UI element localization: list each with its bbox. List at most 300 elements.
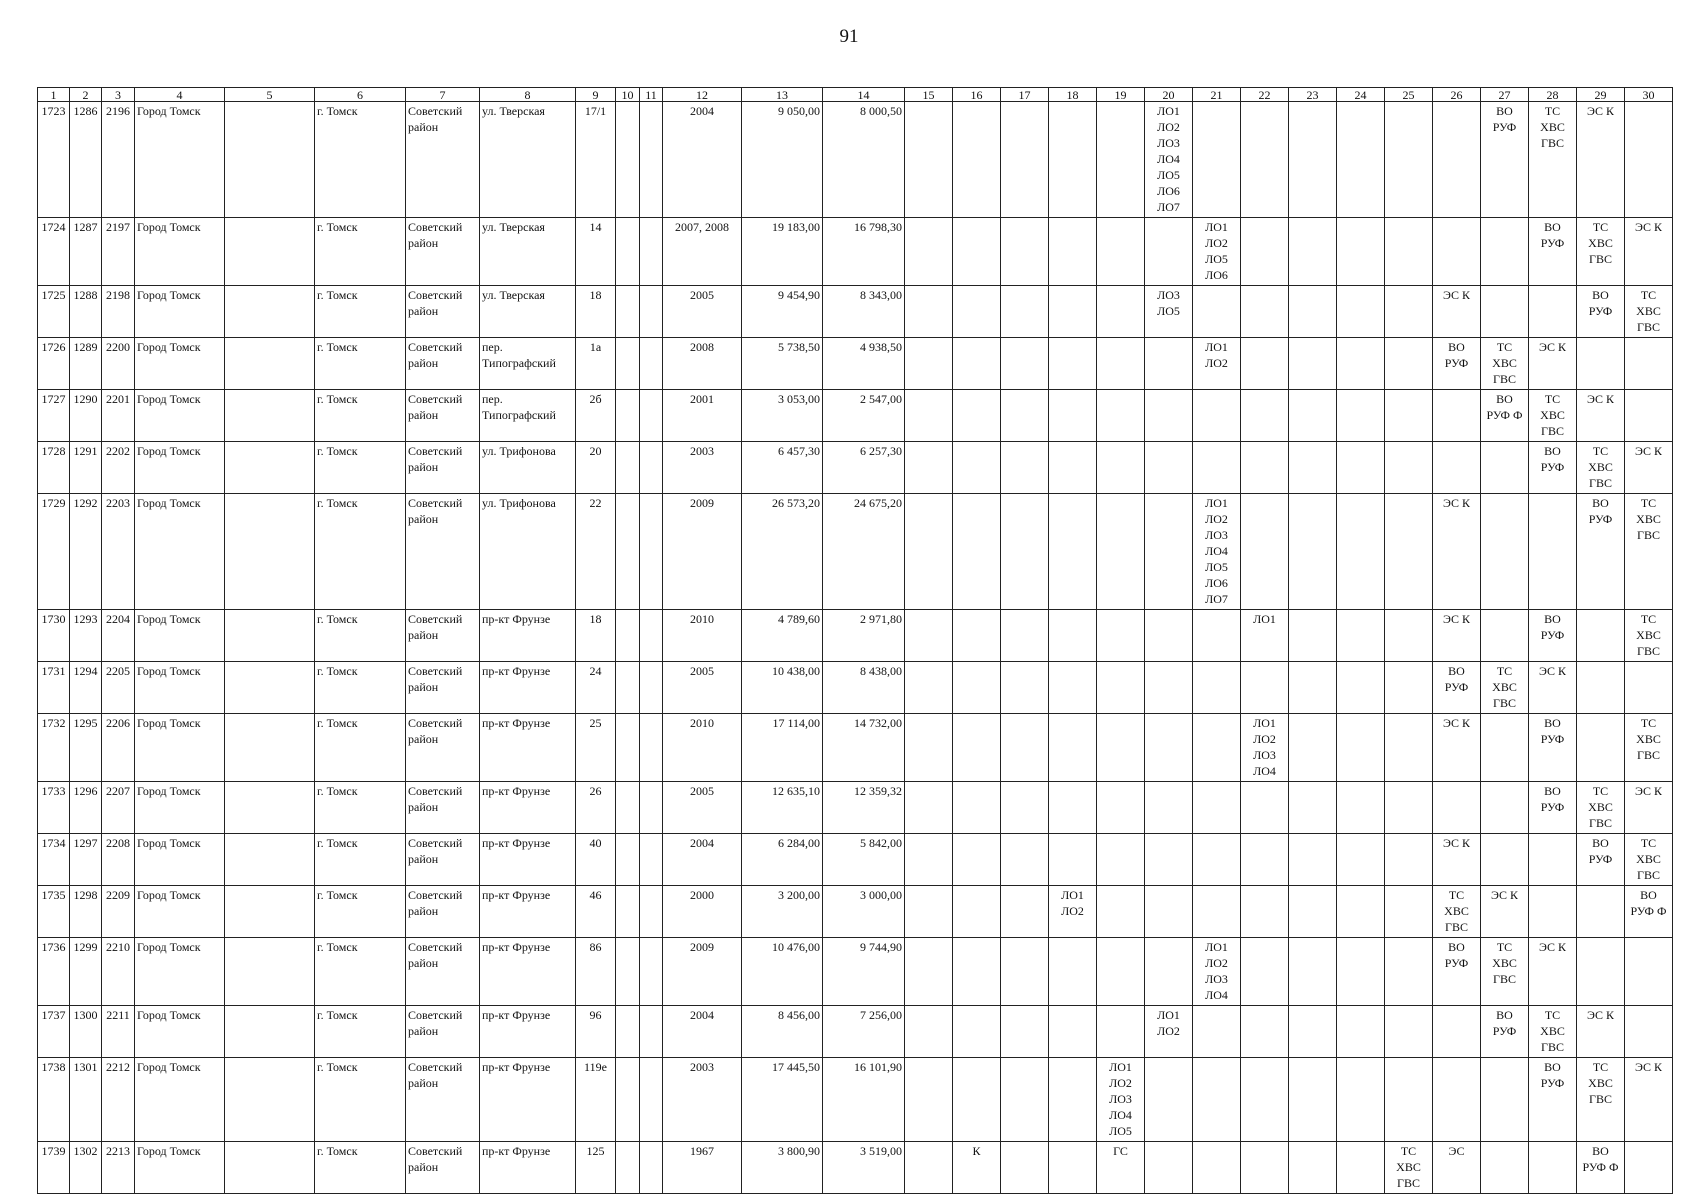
column-header-22: 22 <box>1241 88 1289 102</box>
cell-col-25 <box>1385 390 1433 442</box>
column-header-23: 23 <box>1289 88 1337 102</box>
cell-col-16 <box>953 1058 1001 1142</box>
cell-col-25 <box>1385 834 1433 886</box>
cell-col-6: г. Томск <box>315 938 406 1006</box>
cell-col-8: пр-кт Фрунзе <box>480 1006 576 1058</box>
cell-col-6: г. Томск <box>315 1006 406 1058</box>
cell-col-19 <box>1097 662 1145 714</box>
cell-col-14: 6 257,30 <box>823 442 905 494</box>
cell-col-17 <box>1001 938 1049 1006</box>
cell-col-5 <box>225 494 315 610</box>
cell-col-5 <box>225 442 315 494</box>
cell-col-16 <box>953 494 1001 610</box>
column-header-5: 5 <box>225 88 315 102</box>
cell-col-4: Город Томск <box>135 494 225 610</box>
cell-col-25 <box>1385 442 1433 494</box>
cell-col-6: г. Томск <box>315 286 406 338</box>
cell-col-23 <box>1289 442 1337 494</box>
cell-col-17 <box>1001 782 1049 834</box>
cell-col-10 <box>616 938 640 1006</box>
cell-col-5 <box>225 102 315 218</box>
cell-col-25 <box>1385 338 1433 390</box>
cell-col-2: 1289 <box>70 338 102 390</box>
cell-col-29 <box>1577 338 1625 390</box>
cell-col-24 <box>1337 442 1385 494</box>
cell-col-28: ТС ХВС ГВС <box>1529 102 1577 218</box>
cell-col-24 <box>1337 1006 1385 1058</box>
cell-col-30: ЭС К <box>1625 1058 1673 1142</box>
cell-col-1: 1735 <box>38 886 70 938</box>
cell-col-18 <box>1049 338 1097 390</box>
cell-col-22 <box>1241 218 1289 286</box>
cell-col-28: ВО РУФ <box>1529 1058 1577 1142</box>
cell-col-29: ТС ХВС ГВС <box>1577 218 1625 286</box>
cell-col-13: 17 445,50 <box>742 1058 823 1142</box>
cell-col-17 <box>1001 1058 1049 1142</box>
cell-col-16 <box>953 662 1001 714</box>
cell-col-8: ул. Тверская <box>480 218 576 286</box>
cell-col-21 <box>1193 782 1241 834</box>
cell-col-6: г. Томск <box>315 662 406 714</box>
cell-col-20 <box>1145 338 1193 390</box>
cell-col-14: 8 000,50 <box>823 102 905 218</box>
cell-col-29 <box>1577 886 1625 938</box>
cell-col-22 <box>1241 1006 1289 1058</box>
table-row <box>38 218 1673 286</box>
cell-col-23 <box>1289 834 1337 886</box>
cell-col-23 <box>1289 390 1337 442</box>
cell-col-23 <box>1289 1142 1337 1194</box>
cell-col-6: г. Томск <box>315 338 406 390</box>
cell-col-27: ВО РУФ <box>1481 102 1529 218</box>
cell-col-9: 17/1 <box>576 102 616 218</box>
cell-col-13: 8 456,00 <box>742 1006 823 1058</box>
cell-col-26 <box>1433 102 1481 218</box>
cell-col-21 <box>1193 286 1241 338</box>
cell-col-9: 20 <box>576 442 616 494</box>
cell-col-3: 2213 <box>102 1142 135 1194</box>
cell-col-9: 1а <box>576 338 616 390</box>
cell-col-5 <box>225 834 315 886</box>
cell-col-17 <box>1001 390 1049 442</box>
cell-col-7: Советский район <box>406 938 480 1006</box>
cell-col-12: 2008 <box>663 338 742 390</box>
cell-col-10 <box>616 1142 640 1194</box>
cell-col-24 <box>1337 1142 1385 1194</box>
cell-col-15 <box>905 390 953 442</box>
cell-col-9: 26 <box>576 782 616 834</box>
cell-col-9: 2б <box>576 390 616 442</box>
cell-col-22 <box>1241 390 1289 442</box>
cell-col-8: ул. Тверская <box>480 286 576 338</box>
cell-col-11 <box>640 390 663 442</box>
table-row <box>38 1142 1673 1194</box>
cell-col-26 <box>1433 218 1481 286</box>
cell-col-11 <box>640 1006 663 1058</box>
cell-col-19 <box>1097 1006 1145 1058</box>
cell-col-26 <box>1433 1058 1481 1142</box>
cell-col-26: ЭС К <box>1433 714 1481 782</box>
cell-col-6: г. Томск <box>315 714 406 782</box>
cell-col-24 <box>1337 338 1385 390</box>
cell-col-5 <box>225 338 315 390</box>
cell-col-4: Город Томск <box>135 886 225 938</box>
cell-col-10 <box>616 834 640 886</box>
cell-col-4: Город Томск <box>135 938 225 1006</box>
cell-col-23 <box>1289 1006 1337 1058</box>
cell-col-14: 16 101,90 <box>823 1058 905 1142</box>
table-row <box>38 494 1673 610</box>
cell-col-10 <box>616 714 640 782</box>
column-header-6: 6 <box>315 88 406 102</box>
cell-col-2: 1287 <box>70 218 102 286</box>
cell-col-21 <box>1193 390 1241 442</box>
cell-col-8: пр-кт Фрунзе <box>480 782 576 834</box>
cell-col-16: К <box>953 1142 1001 1194</box>
cell-col-23 <box>1289 1058 1337 1142</box>
cell-col-4: Город Томск <box>135 1058 225 1142</box>
cell-col-1: 1739 <box>38 1142 70 1194</box>
cell-col-13: 26 573,20 <box>742 494 823 610</box>
cell-col-23 <box>1289 714 1337 782</box>
cell-col-23 <box>1289 610 1337 662</box>
cell-col-22 <box>1241 662 1289 714</box>
cell-col-20 <box>1145 1058 1193 1142</box>
cell-col-6: г. Томск <box>315 494 406 610</box>
cell-col-26: ЭС К <box>1433 494 1481 610</box>
cell-col-1: 1732 <box>38 714 70 782</box>
cell-col-8: ул. Трифонова <box>480 442 576 494</box>
column-header-29: 29 <box>1577 88 1625 102</box>
column-header-19: 19 <box>1097 88 1145 102</box>
cell-col-26: ВО РУФ <box>1433 938 1481 1006</box>
cell-col-17 <box>1001 494 1049 610</box>
cell-col-2: 1297 <box>70 834 102 886</box>
cell-col-30: ТС ХВС ГВС <box>1625 834 1673 886</box>
cell-col-9: 18 <box>576 286 616 338</box>
cell-col-11 <box>640 338 663 390</box>
cell-col-28: ТС ХВС ГВС <box>1529 1006 1577 1058</box>
cell-col-5 <box>225 218 315 286</box>
cell-col-21 <box>1193 610 1241 662</box>
column-header-7: 7 <box>406 88 480 102</box>
cell-col-7: Советский район <box>406 886 480 938</box>
cell-col-10 <box>616 662 640 714</box>
cell-col-27 <box>1481 782 1529 834</box>
cell-col-29: ВО РУФ <box>1577 286 1625 338</box>
cell-col-17 <box>1001 442 1049 494</box>
cell-col-25 <box>1385 494 1433 610</box>
cell-col-18 <box>1049 442 1097 494</box>
cell-col-1: 1736 <box>38 938 70 1006</box>
table-row <box>38 714 1673 782</box>
cell-col-5 <box>225 662 315 714</box>
cell-col-28 <box>1529 286 1577 338</box>
table-row <box>38 782 1673 834</box>
cell-col-3: 2203 <box>102 494 135 610</box>
cell-col-30 <box>1625 102 1673 218</box>
cell-col-22 <box>1241 338 1289 390</box>
cell-col-6: г. Томск <box>315 782 406 834</box>
cell-col-4: Город Томск <box>135 218 225 286</box>
cell-col-10 <box>616 390 640 442</box>
column-header-11: 11 <box>640 88 663 102</box>
column-header-18: 18 <box>1049 88 1097 102</box>
cell-col-1: 1730 <box>38 610 70 662</box>
cell-col-18 <box>1049 390 1097 442</box>
cell-col-28 <box>1529 1142 1577 1194</box>
cell-col-2: 1286 <box>70 102 102 218</box>
cell-col-7: Советский район <box>406 442 480 494</box>
cell-col-21 <box>1193 714 1241 782</box>
cell-col-9: 24 <box>576 662 616 714</box>
cell-col-26: ЭС К <box>1433 834 1481 886</box>
cell-col-4: Город Томск <box>135 338 225 390</box>
cell-col-14: 5 842,00 <box>823 834 905 886</box>
cell-col-23 <box>1289 662 1337 714</box>
cell-col-15 <box>905 286 953 338</box>
cell-col-14: 3 519,00 <box>823 1142 905 1194</box>
cell-col-3: 2211 <box>102 1006 135 1058</box>
cell-col-16 <box>953 782 1001 834</box>
cell-col-4: Город Томск <box>135 1142 225 1194</box>
column-header-20: 20 <box>1145 88 1193 102</box>
column-header-12: 12 <box>663 88 742 102</box>
cell-col-26: ВО РУФ <box>1433 338 1481 390</box>
cell-col-22 <box>1241 834 1289 886</box>
cell-col-21: ЛО1 ЛО2 ЛО3 ЛО4 <box>1193 938 1241 1006</box>
cell-col-17 <box>1001 218 1049 286</box>
column-header-13: 13 <box>742 88 823 102</box>
cell-col-1: 1731 <box>38 662 70 714</box>
cell-col-25: ТС ХВС ГВС <box>1385 1142 1433 1194</box>
cell-col-19 <box>1097 218 1145 286</box>
cell-col-18 <box>1049 662 1097 714</box>
cell-col-6: г. Томск <box>315 1142 406 1194</box>
cell-col-30: ТС ХВС ГВС <box>1625 494 1673 610</box>
cell-col-14: 2 971,80 <box>823 610 905 662</box>
cell-col-22 <box>1241 102 1289 218</box>
cell-col-19 <box>1097 286 1145 338</box>
cell-col-18 <box>1049 218 1097 286</box>
cell-col-29: ТС ХВС ГВС <box>1577 782 1625 834</box>
cell-col-16 <box>953 286 1001 338</box>
cell-col-18 <box>1049 286 1097 338</box>
cell-col-4: Город Томск <box>135 1006 225 1058</box>
cell-col-7: Советский район <box>406 714 480 782</box>
cell-col-18: ЛО1 ЛО2 <box>1049 886 1097 938</box>
cell-col-2: 1295 <box>70 714 102 782</box>
cell-col-12: 2005 <box>663 286 742 338</box>
cell-col-8: пер. Типографский <box>480 338 576 390</box>
cell-col-8: пр-кт Фрунзе <box>480 886 576 938</box>
cell-col-25 <box>1385 610 1433 662</box>
table-row <box>38 102 1673 218</box>
table-row <box>38 442 1673 494</box>
cell-col-12: 1967 <box>663 1142 742 1194</box>
cell-col-2: 1302 <box>70 1142 102 1194</box>
cell-col-12: 2010 <box>663 714 742 782</box>
cell-col-5 <box>225 390 315 442</box>
cell-col-10 <box>616 338 640 390</box>
cell-col-23 <box>1289 938 1337 1006</box>
cell-col-29: ВО РУФ Ф <box>1577 1142 1625 1194</box>
cell-col-29: ВО РУФ <box>1577 494 1625 610</box>
cell-col-14: 3 000,00 <box>823 886 905 938</box>
cell-col-4: Город Томск <box>135 442 225 494</box>
cell-col-11 <box>640 1058 663 1142</box>
cell-col-18 <box>1049 494 1097 610</box>
cell-col-3: 2210 <box>102 938 135 1006</box>
cell-col-4: Город Томск <box>135 782 225 834</box>
cell-col-18 <box>1049 1006 1097 1058</box>
cell-col-5 <box>225 1006 315 1058</box>
cell-col-28: ВО РУФ <box>1529 782 1577 834</box>
cell-col-14: 2 547,00 <box>823 390 905 442</box>
cell-col-5 <box>225 938 315 1006</box>
cell-col-5 <box>225 886 315 938</box>
column-header-21: 21 <box>1193 88 1241 102</box>
column-header-30: 30 <box>1625 88 1673 102</box>
cell-col-12: 2009 <box>663 938 742 1006</box>
cell-col-16 <box>953 834 1001 886</box>
cell-col-23 <box>1289 782 1337 834</box>
cell-col-11 <box>640 938 663 1006</box>
cell-col-29: ЭС К <box>1577 102 1625 218</box>
cell-col-12: 2007, 2008 <box>663 218 742 286</box>
cell-col-24 <box>1337 782 1385 834</box>
cell-col-7: Советский район <box>406 218 480 286</box>
cell-col-8: пер. Типографский <box>480 390 576 442</box>
cell-col-24 <box>1337 662 1385 714</box>
table-row <box>38 1006 1673 1058</box>
cell-col-9: 119е <box>576 1058 616 1142</box>
cell-col-7: Советский район <box>406 1058 480 1142</box>
cell-col-19 <box>1097 390 1145 442</box>
table-row <box>38 610 1673 662</box>
column-header-9: 9 <box>576 88 616 102</box>
column-header-14: 14 <box>823 88 905 102</box>
cell-col-13: 3 200,00 <box>742 886 823 938</box>
cell-col-10 <box>616 218 640 286</box>
cell-col-19: ЛО1 ЛО2 ЛО3 ЛО4 ЛО5 <box>1097 1058 1145 1142</box>
cell-col-6: г. Томск <box>315 610 406 662</box>
cell-col-29 <box>1577 610 1625 662</box>
cell-col-28 <box>1529 886 1577 938</box>
cell-col-4: Город Томск <box>135 102 225 218</box>
cell-col-15 <box>905 938 953 1006</box>
cell-col-17 <box>1001 102 1049 218</box>
cell-col-30 <box>1625 1142 1673 1194</box>
cell-col-7: Советский район <box>406 390 480 442</box>
cell-col-9: 46 <box>576 886 616 938</box>
cell-col-12: 2003 <box>663 442 742 494</box>
cell-col-10 <box>616 1058 640 1142</box>
cell-col-24 <box>1337 102 1385 218</box>
cell-col-4: Город Томск <box>135 390 225 442</box>
cell-col-20 <box>1145 442 1193 494</box>
cell-col-27: ЭС К <box>1481 886 1529 938</box>
cell-col-1: 1725 <box>38 286 70 338</box>
cell-col-12: 2004 <box>663 834 742 886</box>
cell-col-5 <box>225 1142 315 1194</box>
cell-col-15 <box>905 218 953 286</box>
column-header-16: 16 <box>953 88 1001 102</box>
cell-col-14: 4 938,50 <box>823 338 905 390</box>
cell-col-10 <box>616 442 640 494</box>
cell-col-14: 14 732,00 <box>823 714 905 782</box>
cell-col-10 <box>616 886 640 938</box>
cell-col-24 <box>1337 218 1385 286</box>
cell-col-15 <box>905 610 953 662</box>
cell-col-18 <box>1049 714 1097 782</box>
cell-col-19 <box>1097 834 1145 886</box>
cell-col-13: 10 476,00 <box>742 938 823 1006</box>
cell-col-27: ТС ХВС ГВС <box>1481 338 1529 390</box>
cell-col-18 <box>1049 610 1097 662</box>
cell-col-3: 2207 <box>102 782 135 834</box>
cell-col-13: 3 053,00 <box>742 390 823 442</box>
table-row <box>38 338 1673 390</box>
cell-col-13: 19 183,00 <box>742 218 823 286</box>
cell-col-15 <box>905 886 953 938</box>
cell-col-3: 2206 <box>102 714 135 782</box>
cell-col-17 <box>1001 1006 1049 1058</box>
cell-col-23 <box>1289 286 1337 338</box>
cell-col-21 <box>1193 1142 1241 1194</box>
cell-col-21: ЛО1 ЛО2 ЛО5 ЛО6 <box>1193 218 1241 286</box>
cell-col-5 <box>225 286 315 338</box>
column-header-17: 17 <box>1001 88 1049 102</box>
cell-col-22 <box>1241 286 1289 338</box>
cell-col-29 <box>1577 714 1625 782</box>
cell-col-7: Советский район <box>406 494 480 610</box>
cell-col-30 <box>1625 938 1673 1006</box>
cell-col-17 <box>1001 662 1049 714</box>
cell-col-17 <box>1001 834 1049 886</box>
cell-col-13: 3 800,90 <box>742 1142 823 1194</box>
cell-col-13: 17 114,00 <box>742 714 823 782</box>
cell-col-8: пр-кт Фрунзе <box>480 714 576 782</box>
cell-col-13: 10 438,00 <box>742 662 823 714</box>
cell-col-25 <box>1385 102 1433 218</box>
cell-col-2: 1299 <box>70 938 102 1006</box>
cell-col-27: ВО РУФ Ф <box>1481 390 1529 442</box>
cell-col-11 <box>640 610 663 662</box>
cell-col-26 <box>1433 390 1481 442</box>
cell-col-30 <box>1625 338 1673 390</box>
cell-col-28: ТС ХВС ГВС <box>1529 390 1577 442</box>
cell-col-27 <box>1481 714 1529 782</box>
column-header-25: 25 <box>1385 88 1433 102</box>
cell-col-22 <box>1241 1142 1289 1194</box>
cell-col-7: Советский район <box>406 1142 480 1194</box>
table-row <box>38 286 1673 338</box>
cell-col-22: ЛО1 <box>1241 610 1289 662</box>
cell-col-29: ЭС К <box>1577 1006 1625 1058</box>
cell-col-15 <box>905 102 953 218</box>
cell-col-25 <box>1385 714 1433 782</box>
cell-col-13: 5 738,50 <box>742 338 823 390</box>
cell-col-15 <box>905 782 953 834</box>
cell-col-16 <box>953 938 1001 1006</box>
cell-col-24 <box>1337 714 1385 782</box>
cell-col-1: 1726 <box>38 338 70 390</box>
cell-col-8: пр-кт Фрунзе <box>480 938 576 1006</box>
cell-col-1: 1729 <box>38 494 70 610</box>
cell-col-1: 1737 <box>38 1006 70 1058</box>
table-body <box>38 102 1673 1194</box>
